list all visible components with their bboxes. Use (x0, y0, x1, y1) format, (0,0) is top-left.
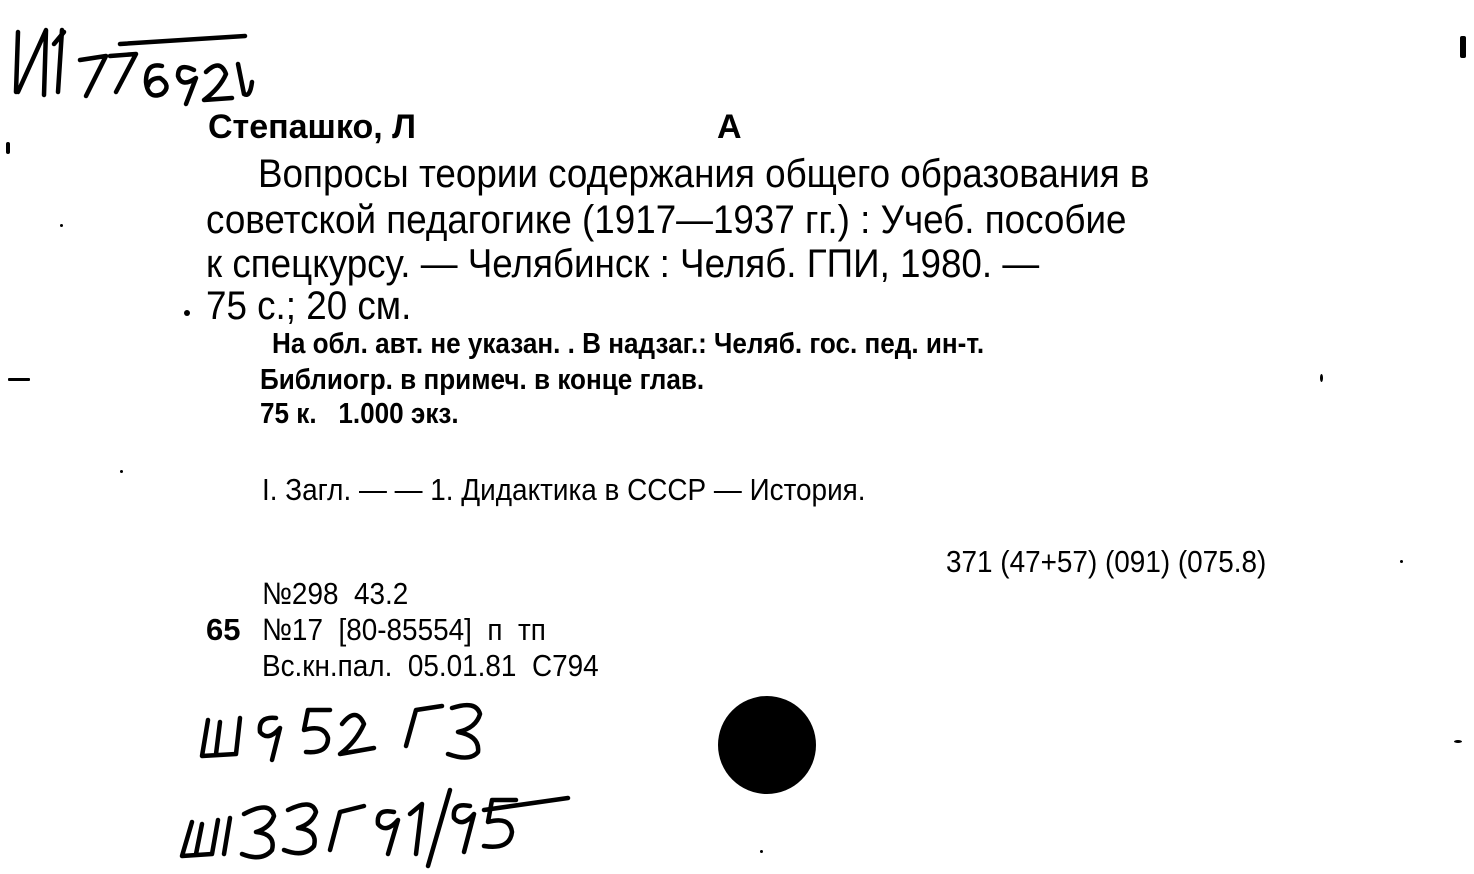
handwritten-shelf-mark-1 (180, 680, 520, 770)
scan-speck (120, 470, 123, 473)
footer-line-1: №298 43.2 (262, 576, 409, 611)
scan-speck (1454, 740, 1462, 743)
punch-hole (718, 696, 816, 794)
scan-speck (6, 142, 10, 154)
scan-speck (1460, 36, 1466, 58)
title-line-3: к спецкурсу. — Челябинск : Челяб. ГПИ, 1980. — (206, 242, 1040, 286)
scan-speck (184, 310, 190, 316)
footer-line-2: №17 [80-85554] п тп (262, 612, 546, 647)
scan-speck (8, 378, 30, 381)
tracings: I. Загл. — — 1. Дидактика в СССР — История. (262, 472, 866, 507)
udc-number: 371 (47+57) (091) (075.8) (946, 544, 1267, 579)
footer-line-3: Вс.кн.пал. 05.01.81 С794 (262, 648, 599, 683)
collation-line: 75 с.; 20 см. (206, 284, 412, 328)
author-surname: Степашко, Л (208, 108, 416, 146)
scan-speck (1400, 560, 1403, 563)
author-initial: А (717, 108, 742, 146)
note-bibliography: Библиогр. в примеч. в конце глав. (260, 364, 705, 396)
scan-speck (760, 850, 763, 853)
footer-number-prefix: 65 (206, 612, 241, 647)
title-line-2: советской педагогике (1917—1937 гг.) : Учеб. пособие (206, 198, 1127, 242)
scan-speck (60, 224, 63, 227)
handwritten-inventory-mark (0, 0, 300, 110)
handwritten-shelf-mark-2 (170, 770, 590, 870)
title-line-1: Вопросы теории содержания общего образования в (258, 152, 1150, 196)
note-cover: На обл. авт. не указан. . В надзаг.: Челяб. гос. пед. ин-т. (272, 328, 985, 360)
scan-speck (1320, 374, 1323, 382)
price-and-copies: 75 к. 1.000 экз. (260, 398, 459, 430)
